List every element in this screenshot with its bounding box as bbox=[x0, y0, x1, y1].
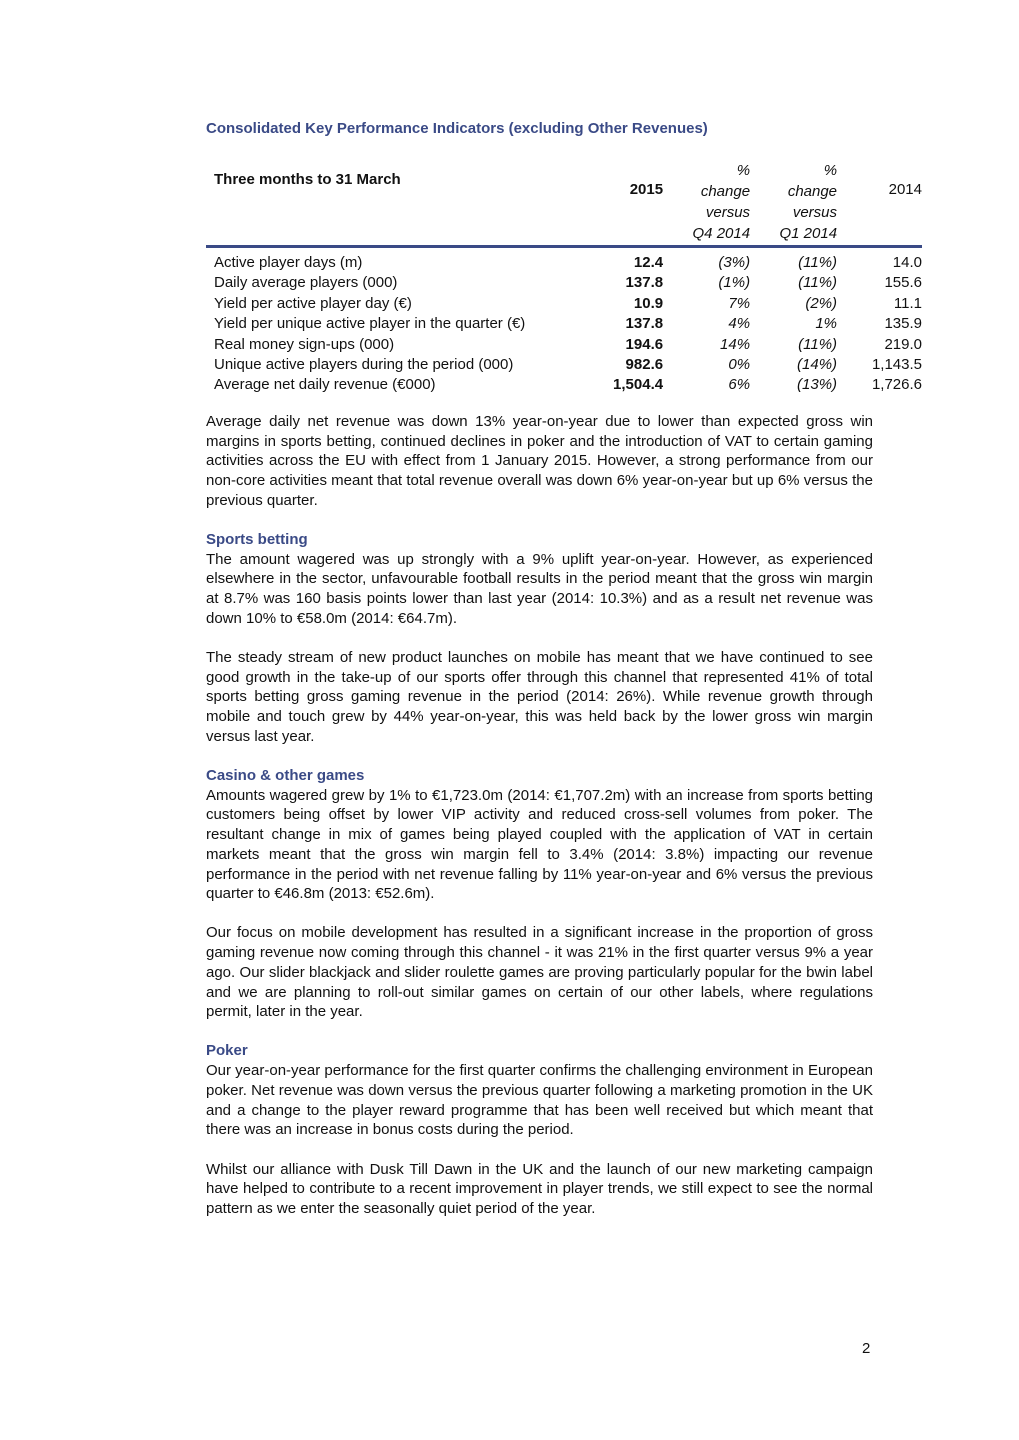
row-label: Average net daily revenue (€000) bbox=[214, 376, 436, 394]
paragraph: The steady stream of new product launches on mobile has meant that we have continued to see good growth in the take-up of our sports offer through this channel that represented 41% of total sports betting gross gaming revenue in the period (2014: 26%). While revenue growth through mobile and touch grew by 44% year-on-year, this was held back by the lower gross win margin versus last year. bbox=[206, 649, 873, 745]
row-label: Yield per unique active player in the quarter (€) bbox=[214, 315, 526, 333]
value-2014: 1,143.5 bbox=[871, 356, 922, 374]
change-vs-q1: (11%) bbox=[798, 254, 838, 271]
value-2015: 982.6 bbox=[625, 356, 664, 374]
paragraph: Whilst our alliance with Dusk Till Dawn in the UK and the launch of our new marketing campaign have helped to contribute to a recent improvement in player trends, we still expect to see the normal pattern as we enter the seasonally quiet period of the year. bbox=[206, 1160, 873, 1217]
change-vs-q4: 4% bbox=[728, 315, 751, 333]
change-vs-q4: (1%) bbox=[718, 274, 751, 292]
paragraph: Amounts wagered grew by 1% to €1,723.0m (2014: €1,707.2m) with an increase from sports betting customers being offset by lower VIP activity and reduced cross-sell volumes from poker. The resultant change in mix of games being played coupled with the application of VAT in certain markets meant that the gross win margin fell to 3.4% (2014: 3.8%) impacting our revenue performance in the period with net revenue falling by 11% year-on-year and 6% versus the previous quarter to €46.8m (2013: €52.6m). bbox=[206, 786, 873, 903]
row-label: Unique active players during the period (000) bbox=[214, 356, 514, 374]
change-vs-q1: (11%) bbox=[798, 274, 838, 292]
value-2015: 1,504.4 bbox=[613, 376, 664, 394]
value-2014: 219.0 bbox=[884, 335, 922, 353]
column-header-2014: 2014 bbox=[888, 181, 922, 198]
header-line: % bbox=[736, 162, 751, 179]
kpi-table bbox=[206, 160, 922, 396]
change-vs-q1: (14%) bbox=[797, 356, 838, 374]
value-2014: 155.6 bbox=[884, 274, 922, 292]
value-2015: 137.8 bbox=[625, 315, 664, 333]
value-2014: 11.1 bbox=[893, 294, 922, 312]
header-line: Q4 2014 bbox=[692, 225, 751, 242]
section-heading-poker: Poker bbox=[206, 1042, 248, 1060]
paragraph: Our year-on-year performance for the first quarter confirms the challenging environment in European poker. Net revenue was down versus the previous quarter following a marketing promotion in the UK and a change to the player reward programme that has been well received but which meant that there was an increase in bonus costs during the period. bbox=[206, 1062, 873, 1139]
header-line: % bbox=[823, 162, 838, 179]
table-row bbox=[206, 294, 922, 314]
value-2014: 1,726.6 bbox=[871, 376, 922, 394]
value-2014: 14.0 bbox=[892, 254, 922, 271]
change-vs-q1: (13%) bbox=[797, 376, 838, 394]
header-line: Q1 2014 bbox=[779, 225, 838, 242]
section-heading-casino: Casino & other games bbox=[206, 767, 365, 785]
value-2015: 137.8 bbox=[625, 274, 664, 292]
change-vs-q4: 6% bbox=[728, 376, 751, 394]
column-header-2015: 2015 bbox=[629, 181, 664, 198]
change-vs-q4: 7% bbox=[728, 294, 751, 312]
table-row bbox=[206, 355, 922, 375]
table-row bbox=[206, 375, 922, 395]
change-vs-q4: (3%) bbox=[718, 254, 751, 271]
table-row bbox=[206, 314, 922, 334]
change-vs-q4: 14% bbox=[720, 335, 751, 353]
kpi-section-title: Consolidated Key Performance Indicators (excluding Other Revenues) bbox=[206, 120, 708, 137]
row-label: Real money sign-ups (000) bbox=[214, 335, 395, 353]
column-header-q4-change bbox=[663, 160, 750, 247]
change-vs-q1: 1% bbox=[815, 315, 838, 333]
value-2015: 194.6 bbox=[625, 335, 664, 353]
header-line: versus bbox=[792, 204, 838, 221]
column-header-q1-change bbox=[750, 160, 837, 247]
header-line: change bbox=[787, 183, 838, 200]
section-heading-sports-betting: Sports betting bbox=[206, 531, 308, 549]
row-label: Daily average players (000) bbox=[214, 274, 398, 292]
paragraph: Our focus on mobile development has resulted in a significant increase in the proportion of gross gaming revenue now coming through this channel - it was 21% in the first quarter versus 9% a year ago. Our slider blackjack and slider roulette games are proving particularly popular for the bwin label and we are planning to roll-out similar games on certain of our other labels, where regulations permit, later in the year. bbox=[206, 924, 873, 1021]
page-number: 2 bbox=[862, 1340, 871, 1357]
header-line: versus bbox=[705, 204, 751, 221]
period-label: Three months to 31 March bbox=[214, 171, 401, 188]
value-2014: 135.9 bbox=[884, 315, 922, 333]
value-2015: 12.4 bbox=[633, 254, 664, 271]
paragraph: The amount wagered was up strongly with a 9% uplift year-on-year. However, as experienced elsewhere in the sector, unfavourable football results in the period meant that the gross win margin at 8.7% was 160 basis points lower than last year (2014: 10.3%) and as a result net revenue was down 10% to €58.0m (2014: €64.7m). bbox=[206, 550, 873, 627]
value-2015: 10.9 bbox=[633, 294, 664, 312]
change-vs-q4: 0% bbox=[728, 356, 751, 374]
change-vs-q1: (11%) bbox=[798, 335, 838, 353]
body-text bbox=[206, 412, 873, 1238]
table-row bbox=[206, 247, 922, 274]
header-line: change bbox=[700, 183, 751, 200]
intro-paragraph: Average daily net revenue was down 13% year-on-year due to lower than expected gross win margins in sports betting, continued declines in poker and the introduction of VAT to certain gaming activities across the EU with effect from 1 January 2015. However, a strong performance from our non-core activities meant that total revenue overall was down 6% year-on-year but up 6% versus the previous quarter. bbox=[206, 413, 873, 509]
table-row bbox=[206, 335, 922, 355]
row-label: Active player days (m) bbox=[214, 254, 363, 271]
table-row bbox=[206, 273, 922, 293]
row-label: Yield per active player day (€) bbox=[214, 294, 412, 312]
kpi-table-header bbox=[206, 160, 922, 247]
change-vs-q1: (2%) bbox=[805, 294, 838, 312]
